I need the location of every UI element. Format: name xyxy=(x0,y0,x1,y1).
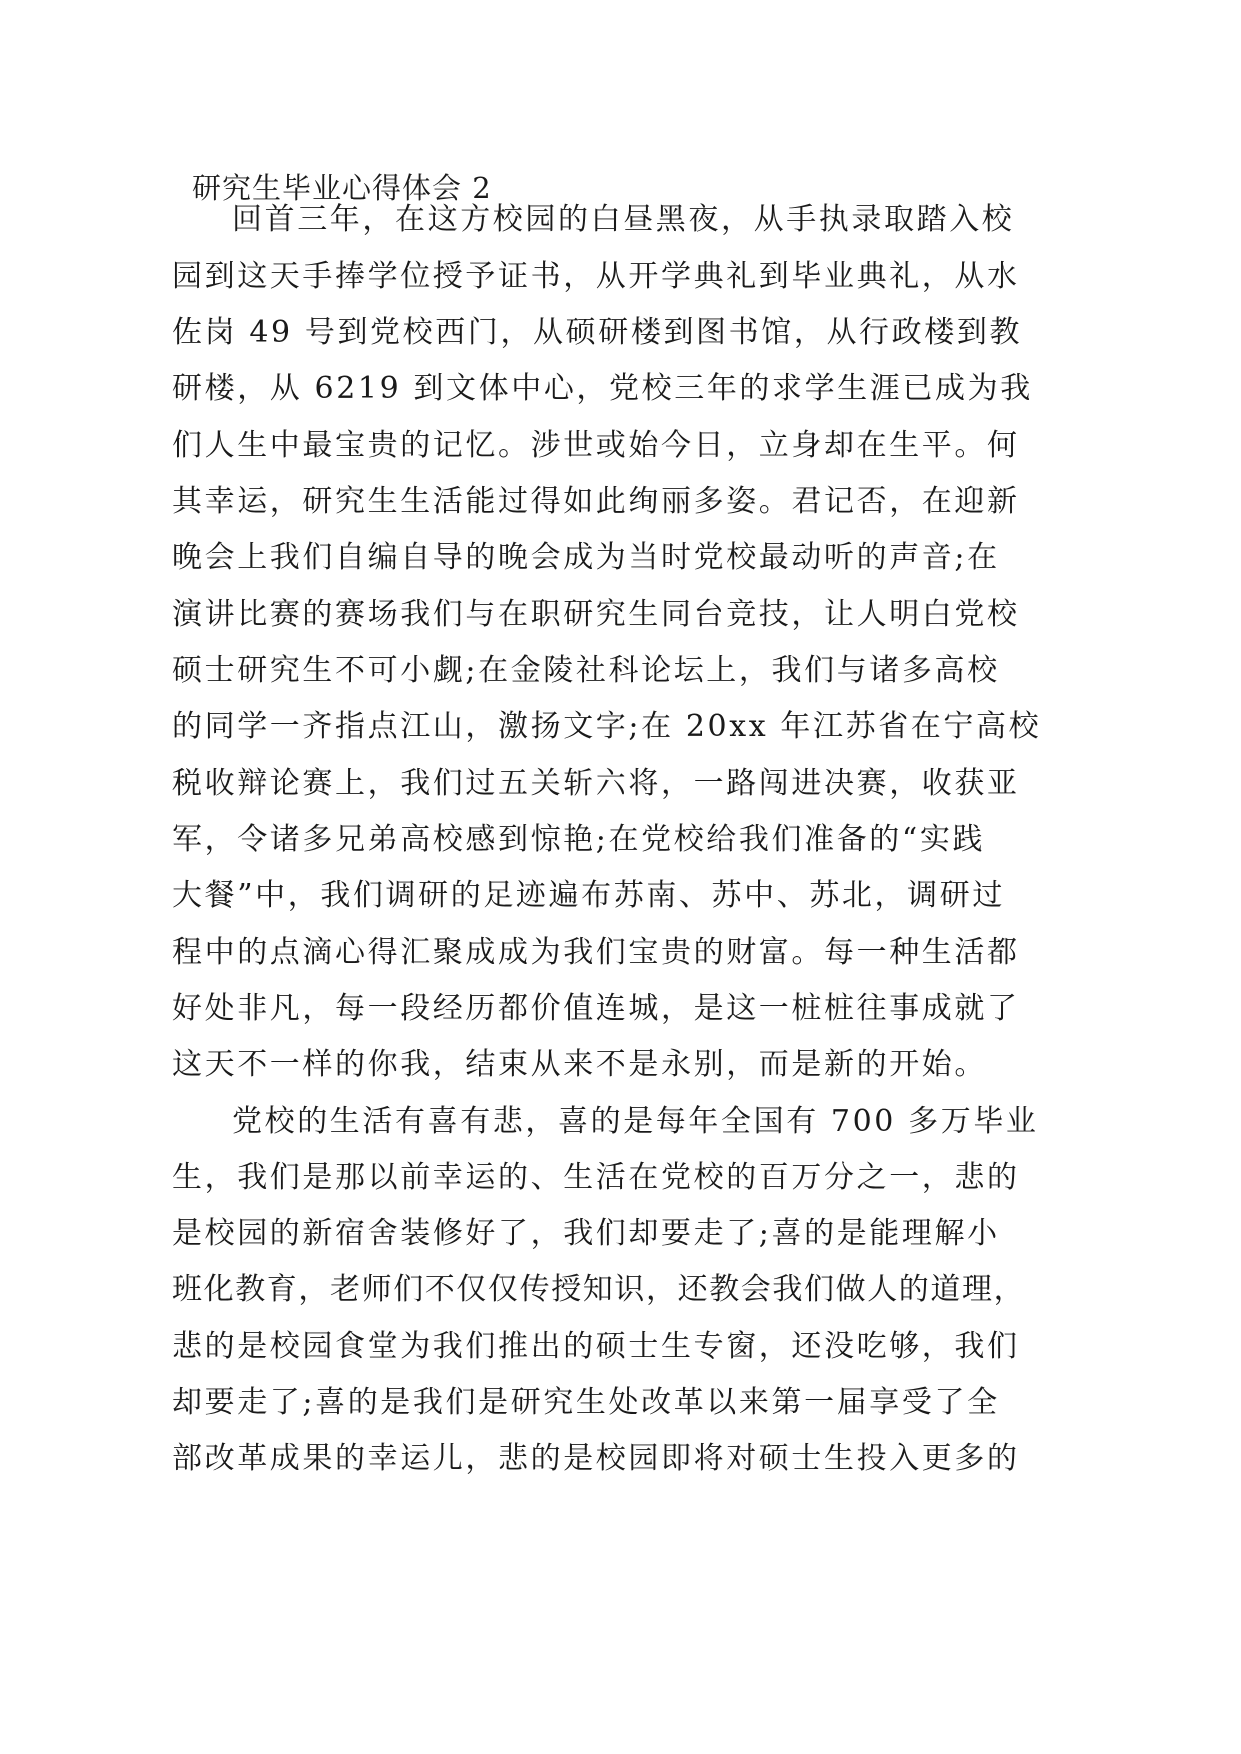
paragraph-1-line-16: 这天不一样的你我，结束从来不是永别，而是新的开始。 xyxy=(172,1047,987,1082)
paragraph-2-line-4: 班化教育，老师们不仅仅传授知识，还教会我们做人的道理， xyxy=(172,1272,1026,1307)
paragraph-2-line-7: 部改革成果的幸运儿，悲的是校园即将对硕士生投入更多的 xyxy=(172,1441,1020,1476)
paragraph-1-line-4: 研楼，从 6219 到文体中心，党校三年的求学生涯已成为我 xyxy=(172,371,1033,406)
paragraph-1-line-11: 税收辩论赛上，我们过五关斩六将，一路闯进决赛，收获亚 xyxy=(172,766,1020,801)
paragraph-2-line-2: 生，我们是那以前幸运的、生活在党校的百万分之一，悲的 xyxy=(172,1160,1020,1195)
paragraph-1-line-6: 其幸运，研究生生活能过得如此绚丽多姿。君记否，在迎新 xyxy=(172,484,1020,519)
paragraph-1-line-10: 的同学一齐指点江山，激扬文字;在 20xx 年江苏省在宁高校 xyxy=(172,709,1042,744)
document-title: 研究生毕业心得体会 2 xyxy=(192,171,492,205)
paragraph-1-line-1: 回首三年，在这方校园的白昼黑夜，从手执录取踏入校 xyxy=(232,202,1015,237)
paragraph-2-line-1: 党校的生活有喜有悲，喜的是每年全国有 700 多万毕业 xyxy=(232,1104,1039,1139)
paragraph-1-line-12: 军，令诸多兄弟高校感到惊艳;在党校给我们准备的“实践 xyxy=(172,822,986,857)
paragraph-1-line-13: 大餐”中，我们调研的足迹遍布苏南、苏中、苏北，调研过 xyxy=(172,878,1005,913)
paragraph-2-line-5: 悲的是校园食堂为我们推出的硕士生专窗，还没吃够，我们 xyxy=(172,1329,1020,1364)
paragraph-1-line-15: 好处非凡，每一段经历都价值连城，是这一桩桩往事成就了 xyxy=(172,991,1020,1026)
paragraph-1-line-14: 程中的点滴心得汇聚成成为我们宝贵的财富。每一种生活都 xyxy=(172,935,1020,970)
paragraph-2-line-6: 却要走了;喜的是我们是研究生处改革以来第一届享受了全 xyxy=(172,1385,1000,1420)
paragraph-1-line-3: 佐岗 49 号到党校西门，从硕研楼到图书馆，从行政楼到教 xyxy=(172,315,1023,350)
paragraph-2-line-3: 是校园的新宿舍装修好了，我们却要走了;喜的是能理解小 xyxy=(172,1216,1000,1251)
paragraph-1-line-9: 硕士研究生不可小觑;在金陵社科论坛上，我们与诸多高校 xyxy=(172,653,1000,688)
paragraph-1-line-2: 园到这天手捧学位授予证书，从开学典礼到毕业典礼，从水 xyxy=(172,259,1020,294)
paragraph-1-line-5: 们人生中最宝贵的记忆。涉世或始今日，立身却在生平。何 xyxy=(172,428,1020,463)
paragraph-1-line-8: 演讲比赛的赛场我们与在职研究生同台竞技，让人明白党校 xyxy=(172,597,1020,632)
paragraph-1-line-7: 晚会上我们自编自导的晚会成为当时党校最动听的声音;在 xyxy=(172,540,1000,575)
